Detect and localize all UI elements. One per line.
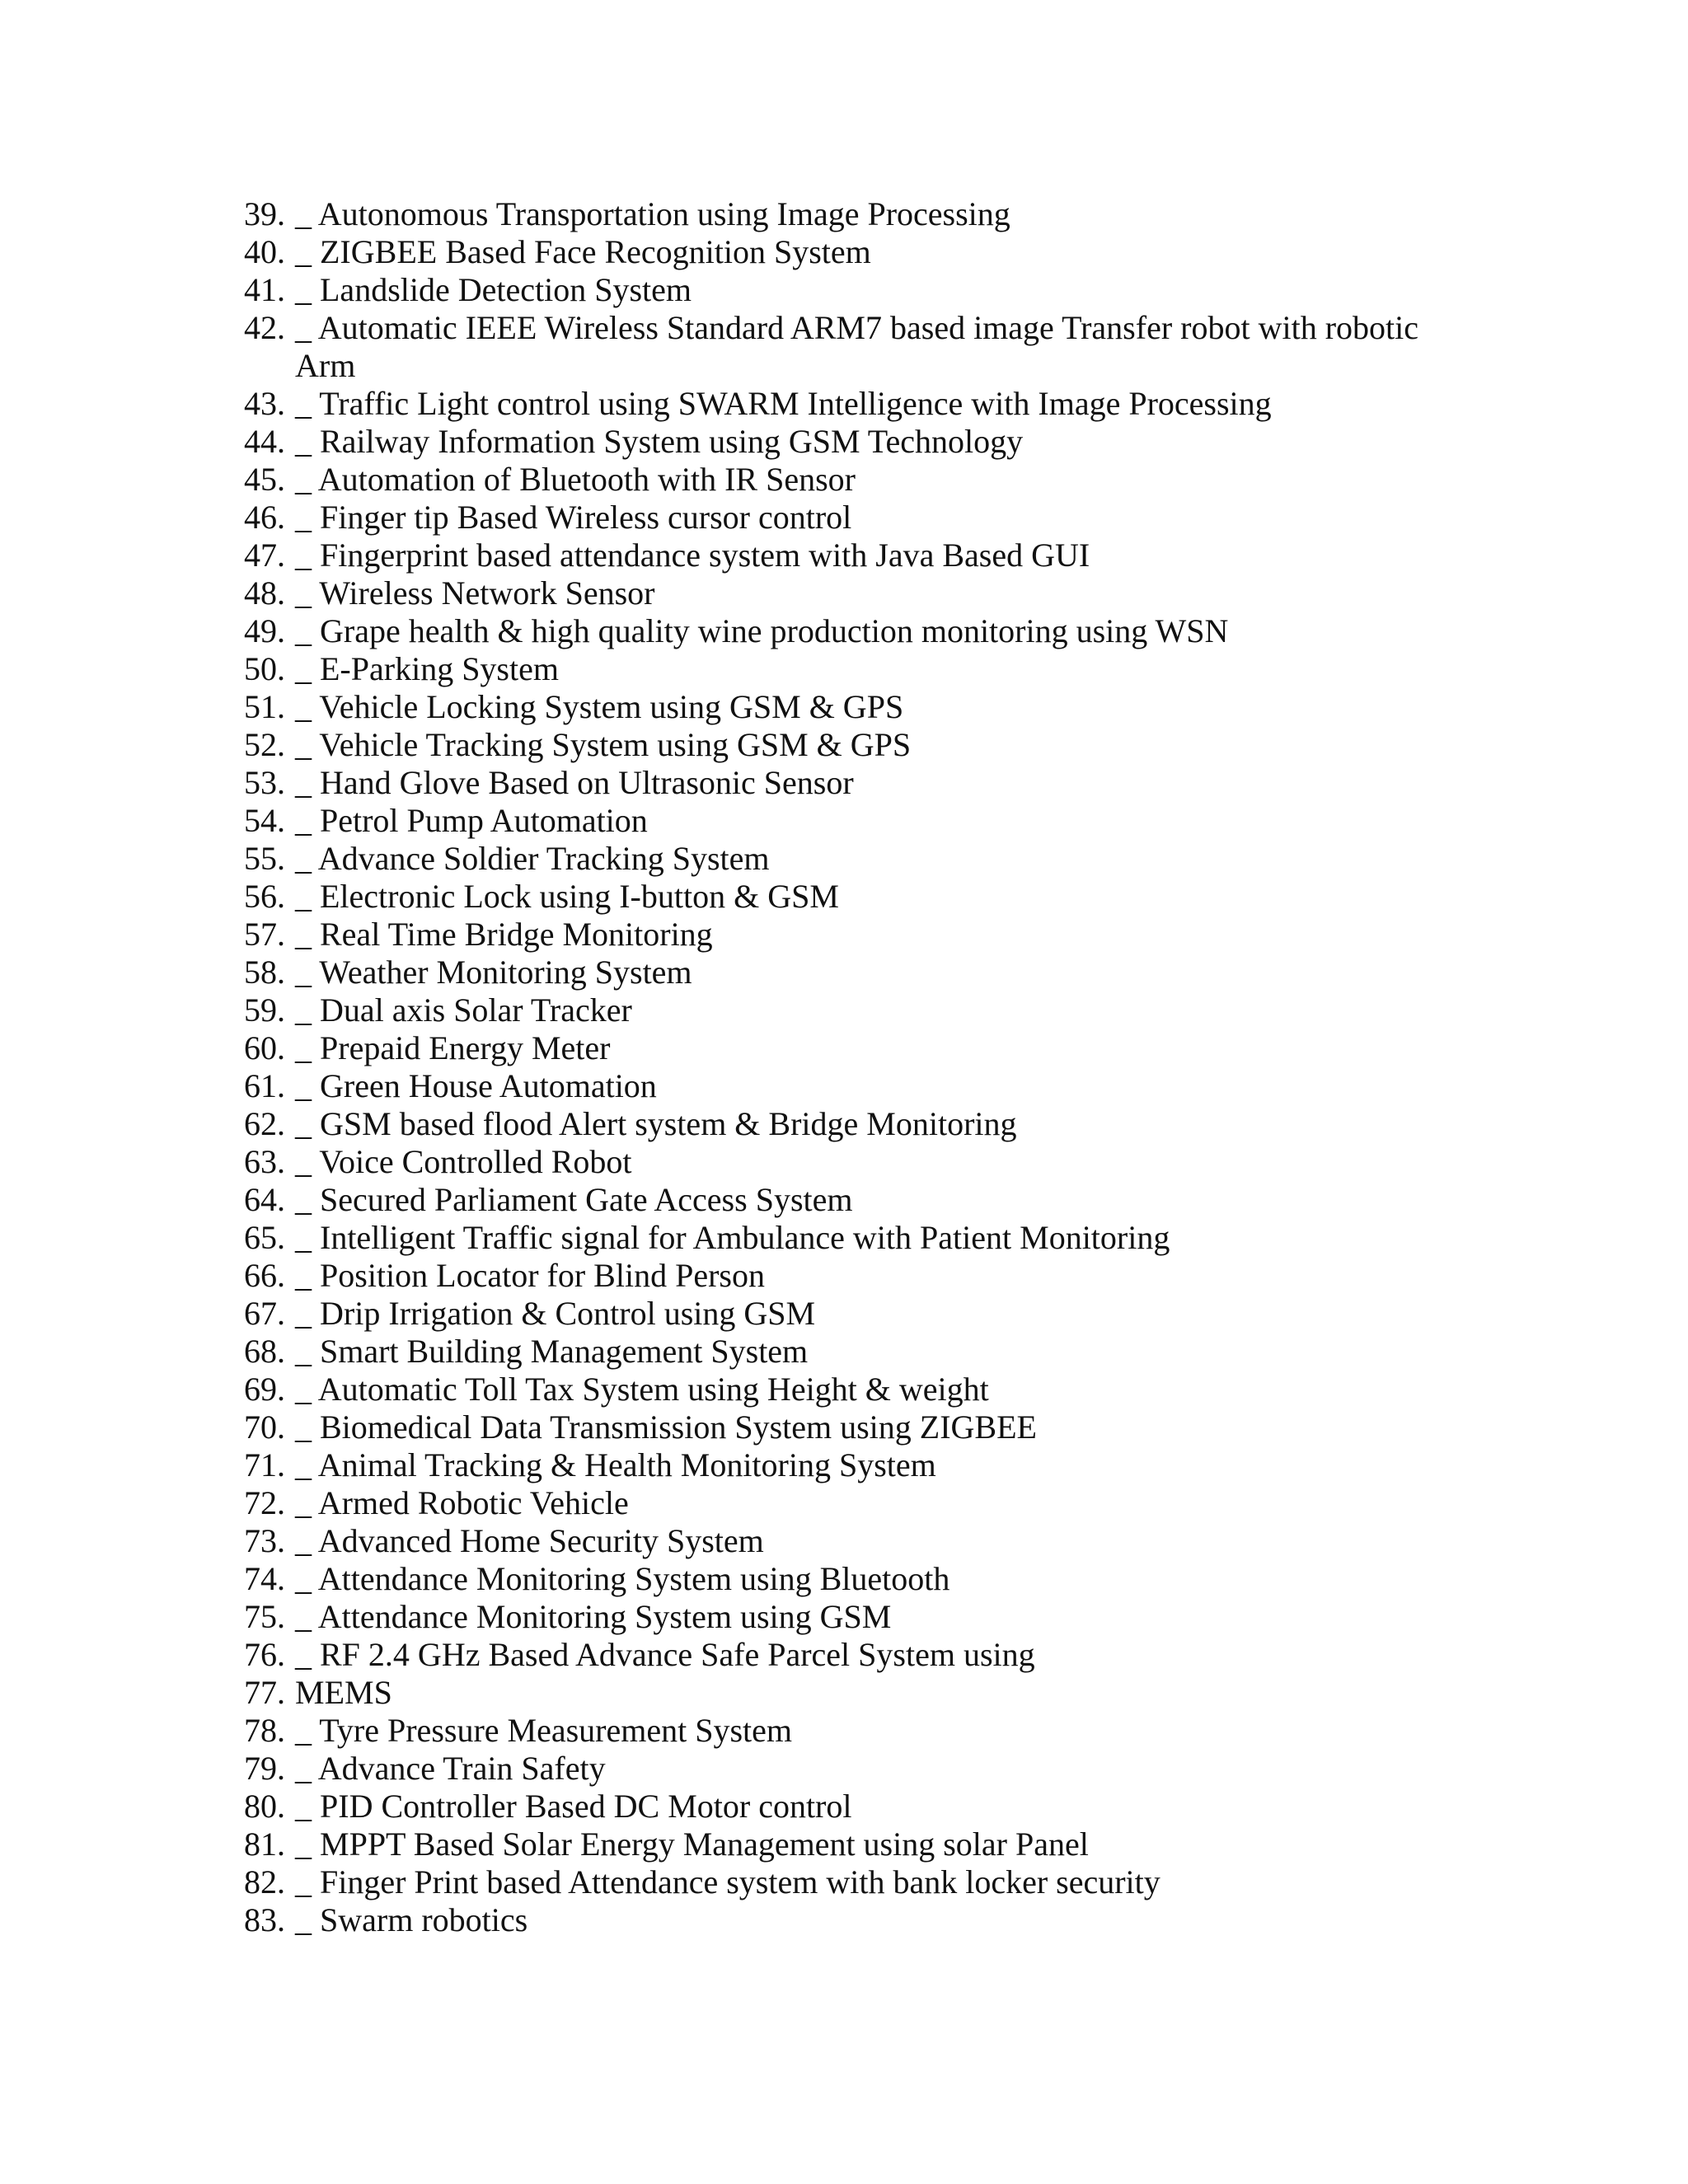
item-number: 52. [244, 726, 285, 763]
item-number: 75. [244, 1598, 285, 1635]
list-item [244, 1674, 1530, 1712]
item-number: 51. [244, 688, 285, 725]
item-text: _ Smart Building Management System [295, 1333, 809, 1370]
item-number: 40. [244, 233, 285, 270]
list-item [244, 1446, 1530, 1484]
list-item [244, 954, 1530, 991]
list-item [244, 1484, 1530, 1522]
item-number: 58. [244, 954, 285, 991]
item-number: 81. [244, 1825, 285, 1863]
list-item [244, 385, 1530, 423]
list-item [244, 1560, 1530, 1598]
item-number: 43. [244, 385, 285, 422]
item-text: _ Automation of Bluetooth with IR Sensor [295, 461, 856, 498]
list-item [244, 1825, 1530, 1863]
item-text: _ Finger Print based Attendance system with bank locker security [295, 1863, 1160, 1900]
item-number: 41. [244, 271, 285, 308]
item-text: _ Traffic Light control using SWARM Intelligence with Image Processing [295, 385, 1272, 422]
item-text: _ Armed Robotic Vehicle [295, 1484, 629, 1521]
item-number: 62. [244, 1105, 285, 1142]
item-text-continuation: Arm [295, 347, 356, 384]
item-text: _ GSM based flood Alert system & Bridge Monitoring [295, 1105, 1017, 1142]
item-number: 64. [244, 1181, 285, 1218]
list-item [244, 271, 1530, 309]
list-item [244, 1105, 1530, 1143]
list-item [244, 916, 1530, 954]
item-number: 69. [244, 1371, 285, 1408]
item-number: 55. [244, 840, 285, 877]
item-text: _ Fingerprint based attendance system with Java Based GUI [295, 537, 1090, 574]
list-item [244, 878, 1530, 916]
list-item [244, 1522, 1530, 1560]
item-text: _ Biomedical Data Transmission System using ZIGBEE [295, 1408, 1037, 1446]
item-number: 57. [244, 916, 285, 953]
item-number: 67. [244, 1295, 285, 1332]
item-text: _ Animal Tracking & Health Monitoring System [295, 1446, 936, 1483]
list-item [244, 726, 1530, 764]
list-item [244, 1598, 1530, 1636]
list-item [244, 1257, 1530, 1295]
item-text: _ PID Controller Based DC Motor control [295, 1788, 852, 1825]
item-text: _ Automatic Toll Tax System using Height & weight [295, 1371, 989, 1408]
list-item [244, 650, 1530, 688]
item-text: _ Dual axis Solar Tracker [295, 991, 632, 1029]
item-text: _ Vehicle Tracking System using GSM & GPS [295, 726, 912, 763]
item-text: _ Real Time Bridge Monitoring [295, 916, 713, 953]
list-item [244, 1901, 1530, 1939]
item-text: _ Vehicle Locking System using GSM & GPS [295, 688, 904, 725]
item-text: _ Electronic Lock using I-button & GSM [295, 878, 839, 915]
list-item [244, 1219, 1530, 1257]
item-text: _ Hand Glove Based on Ultrasonic Sensor [295, 764, 854, 801]
item-number: 78. [244, 1712, 285, 1749]
list-item [244, 1029, 1530, 1067]
item-text: _ Petrol Pump Automation [295, 802, 648, 839]
item-number: 50. [244, 650, 285, 687]
list-item [244, 764, 1530, 802]
item-number: 56. [244, 878, 285, 915]
item-text: _ Advance Soldier Tracking System [295, 840, 770, 877]
item-number: 66. [244, 1257, 285, 1294]
item-number: 42. [244, 309, 285, 346]
item-number: 79. [244, 1750, 285, 1787]
item-text: _ Automatic IEEE Wireless Standard ARM7 based image Transfer robot with robotic [295, 309, 1418, 346]
list-item [244, 688, 1530, 726]
project-list [244, 195, 1530, 1939]
item-number: 80. [244, 1788, 285, 1825]
item-text: _ Drip Irrigation & Control using GSM [295, 1295, 816, 1332]
list-item [244, 574, 1530, 612]
item-text: _ Grape health & high quality wine production monitoring using WSN [295, 612, 1229, 649]
list-item [244, 612, 1530, 650]
item-number: 68. [244, 1333, 285, 1370]
list-item [244, 991, 1530, 1029]
item-text: _ E-Parking System [295, 650, 559, 687]
item-number: 77. [244, 1674, 285, 1711]
list-item [244, 1712, 1530, 1750]
item-number: 46. [244, 499, 285, 536]
item-text: _ Railway Information System using GSM Technology [295, 423, 1024, 460]
list-item [244, 233, 1530, 271]
item-text: _ Attendance Monitoring System using GSM [295, 1598, 892, 1635]
item-number: 44. [244, 423, 285, 460]
item-number: 65. [244, 1219, 285, 1256]
item-text: _ Secured Parliament Gate Access System [295, 1181, 853, 1218]
item-text: _ Position Locator for Blind Person [295, 1257, 765, 1294]
item-text: _ ZIGBEE Based Face Recognition System [295, 233, 871, 270]
item-number: 39. [244, 195, 285, 232]
item-text: _ MPPT Based Solar Energy Management using solar Panel [295, 1825, 1089, 1863]
list-item [244, 1408, 1530, 1446]
item-text: _ RF 2.4 GHz Based Advance Safe Parcel System using [295, 1636, 1035, 1673]
item-text: _ Tyre Pressure Measurement System [295, 1712, 793, 1749]
item-text: _ Swarm robotics [295, 1901, 528, 1938]
item-text: _ Wireless Network Sensor [295, 574, 655, 612]
item-number: 73. [244, 1522, 285, 1559]
list-item [244, 1750, 1530, 1788]
item-number: 47. [244, 537, 285, 574]
item-number: 59. [244, 991, 285, 1029]
list-item [244, 1067, 1530, 1105]
list-item [244, 1333, 1530, 1371]
list-item [244, 1636, 1530, 1674]
list-item [244, 1371, 1530, 1408]
item-number: 83. [244, 1901, 285, 1938]
item-text: _ Finger tip Based Wireless cursor control [295, 499, 852, 536]
item-text: _ Landslide Detection System [295, 271, 692, 308]
item-number: 74. [244, 1560, 285, 1597]
item-text: _ Intelligent Traffic signal for Ambulance with Patient Monitoring [295, 1219, 1170, 1256]
list-item [244, 1295, 1530, 1333]
item-text: _ Weather Monitoring System [295, 954, 692, 991]
item-number: 70. [244, 1408, 285, 1446]
item-number: 76. [244, 1636, 285, 1673]
list-item [244, 309, 1530, 385]
item-text: _ Green House Automation [295, 1067, 657, 1104]
item-number: 60. [244, 1029, 285, 1066]
item-text: _ Attendance Monitoring System using Bluetooth [295, 1560, 950, 1597]
list-item [244, 537, 1530, 574]
item-text: MEMS [295, 1674, 392, 1711]
item-number: 63. [244, 1143, 285, 1180]
item-number: 82. [244, 1863, 285, 1900]
item-number: 45. [244, 461, 285, 498]
item-number: 49. [244, 612, 285, 649]
list-item [244, 1143, 1530, 1181]
list-item [244, 423, 1530, 461]
list-item [244, 1788, 1530, 1825]
item-text: _ Advanced Home Security System [295, 1522, 764, 1559]
item-number: 48. [244, 574, 285, 612]
item-number: 61. [244, 1067, 285, 1104]
list-item [244, 499, 1530, 537]
list-item [244, 461, 1530, 499]
list-item [244, 802, 1530, 840]
list-item [244, 1181, 1530, 1219]
item-text: _ Autonomous Transportation using Image Processing [295, 195, 1010, 232]
item-number: 54. [244, 802, 285, 839]
list-item [244, 840, 1530, 878]
item-text: _ Voice Controlled Robot [295, 1143, 632, 1180]
item-number: 53. [244, 764, 285, 801]
list-item [244, 195, 1530, 233]
item-text: _ Prepaid Energy Meter [295, 1029, 611, 1066]
item-number: 72. [244, 1484, 285, 1521]
item-number: 71. [244, 1446, 285, 1483]
list-item [244, 1863, 1530, 1901]
item-text: _ Advance Train Safety [295, 1750, 606, 1787]
